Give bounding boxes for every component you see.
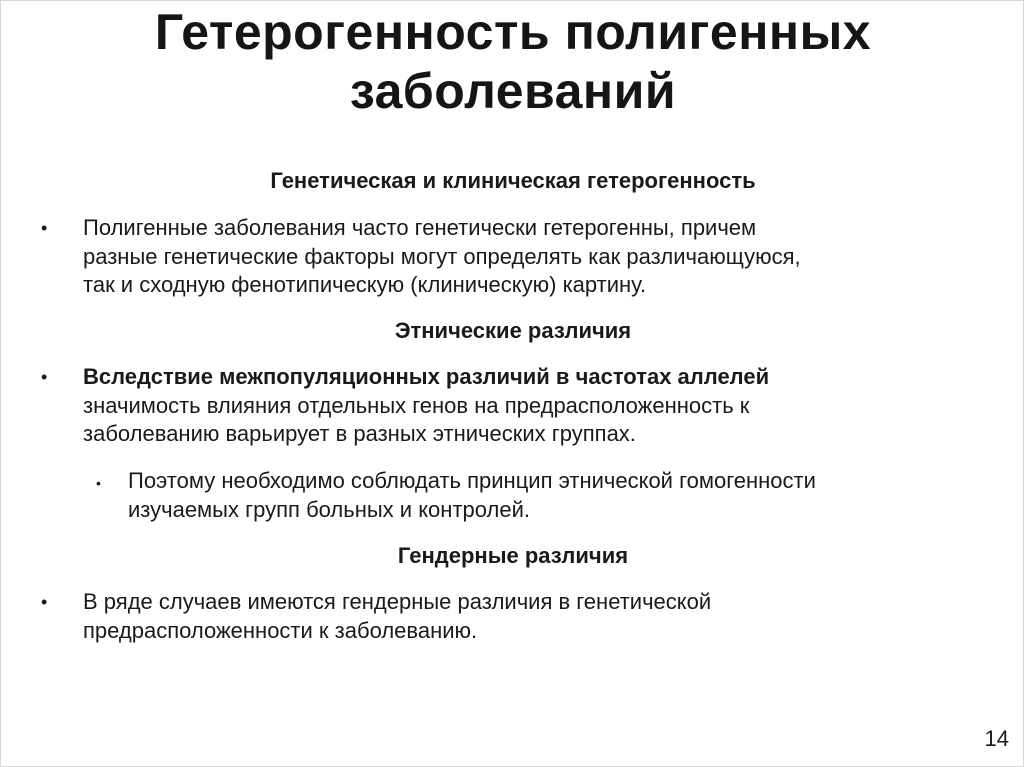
bullet-dot: • [41, 218, 48, 238]
slide-title [1, 3, 1024, 121]
bullet-text-line: заболеванию варьирует в разных этнических группах. [83, 421, 636, 446]
sub-bullet-text [128, 467, 1006, 524]
bullet-text-line: так и сходную фенотипическую (клиническую) картину. [83, 272, 647, 297]
bullet-text-line: Вследствие межпопуляционных различий в частотах аллелей [83, 364, 770, 389]
section-heading-genetic-clinical: Генетическая и клиническая гетерогенность [270, 168, 756, 193]
bullet-text-line: В ряде случаев имеются гендерные различия в генетической [83, 589, 712, 614]
bullet-text [83, 214, 1001, 300]
bullet-text-line: предрасположенности к заболеванию. [83, 617, 478, 643]
slide-title-line-1: Гетерогенность полигенных [154, 4, 872, 60]
sub-bullet-dot: • [96, 475, 101, 491]
bullet-text-line: Полигенные заболевания часто генетически гетерогенны, причем [83, 215, 757, 240]
bullet-dot: • [41, 367, 48, 387]
bullet-item-gender-differences [41, 588, 1001, 645]
section-heading-ethnic: Этнические различия [394, 318, 632, 343]
bullet-text [83, 363, 1001, 449]
slide-title-line-2: заболеваний [349, 63, 677, 119]
bullet-dot: • [41, 592, 48, 612]
bullet-text-line: разные генетические факторы могут определять как различающуюся, [83, 243, 801, 269]
section-heading-gender: Гендерные различия [397, 543, 629, 568]
bullet-text-line: значимость влияния отдельных генов на предрасположенность к [83, 392, 750, 418]
sub-bullet-item-homogeneity [96, 467, 1006, 524]
page-number: 14 [984, 726, 1009, 751]
bullet-text [83, 588, 1001, 645]
sub-bullet-text-line: изучаемых групп больных и контролей. [128, 496, 530, 522]
sub-bullet-text-line: Поэтому необходимо соблюдать принцип этнической гомогенности [128, 468, 816, 493]
bullet-item-allele-frequencies [41, 363, 1001, 449]
bullet-item-polygenic [41, 214, 1001, 300]
